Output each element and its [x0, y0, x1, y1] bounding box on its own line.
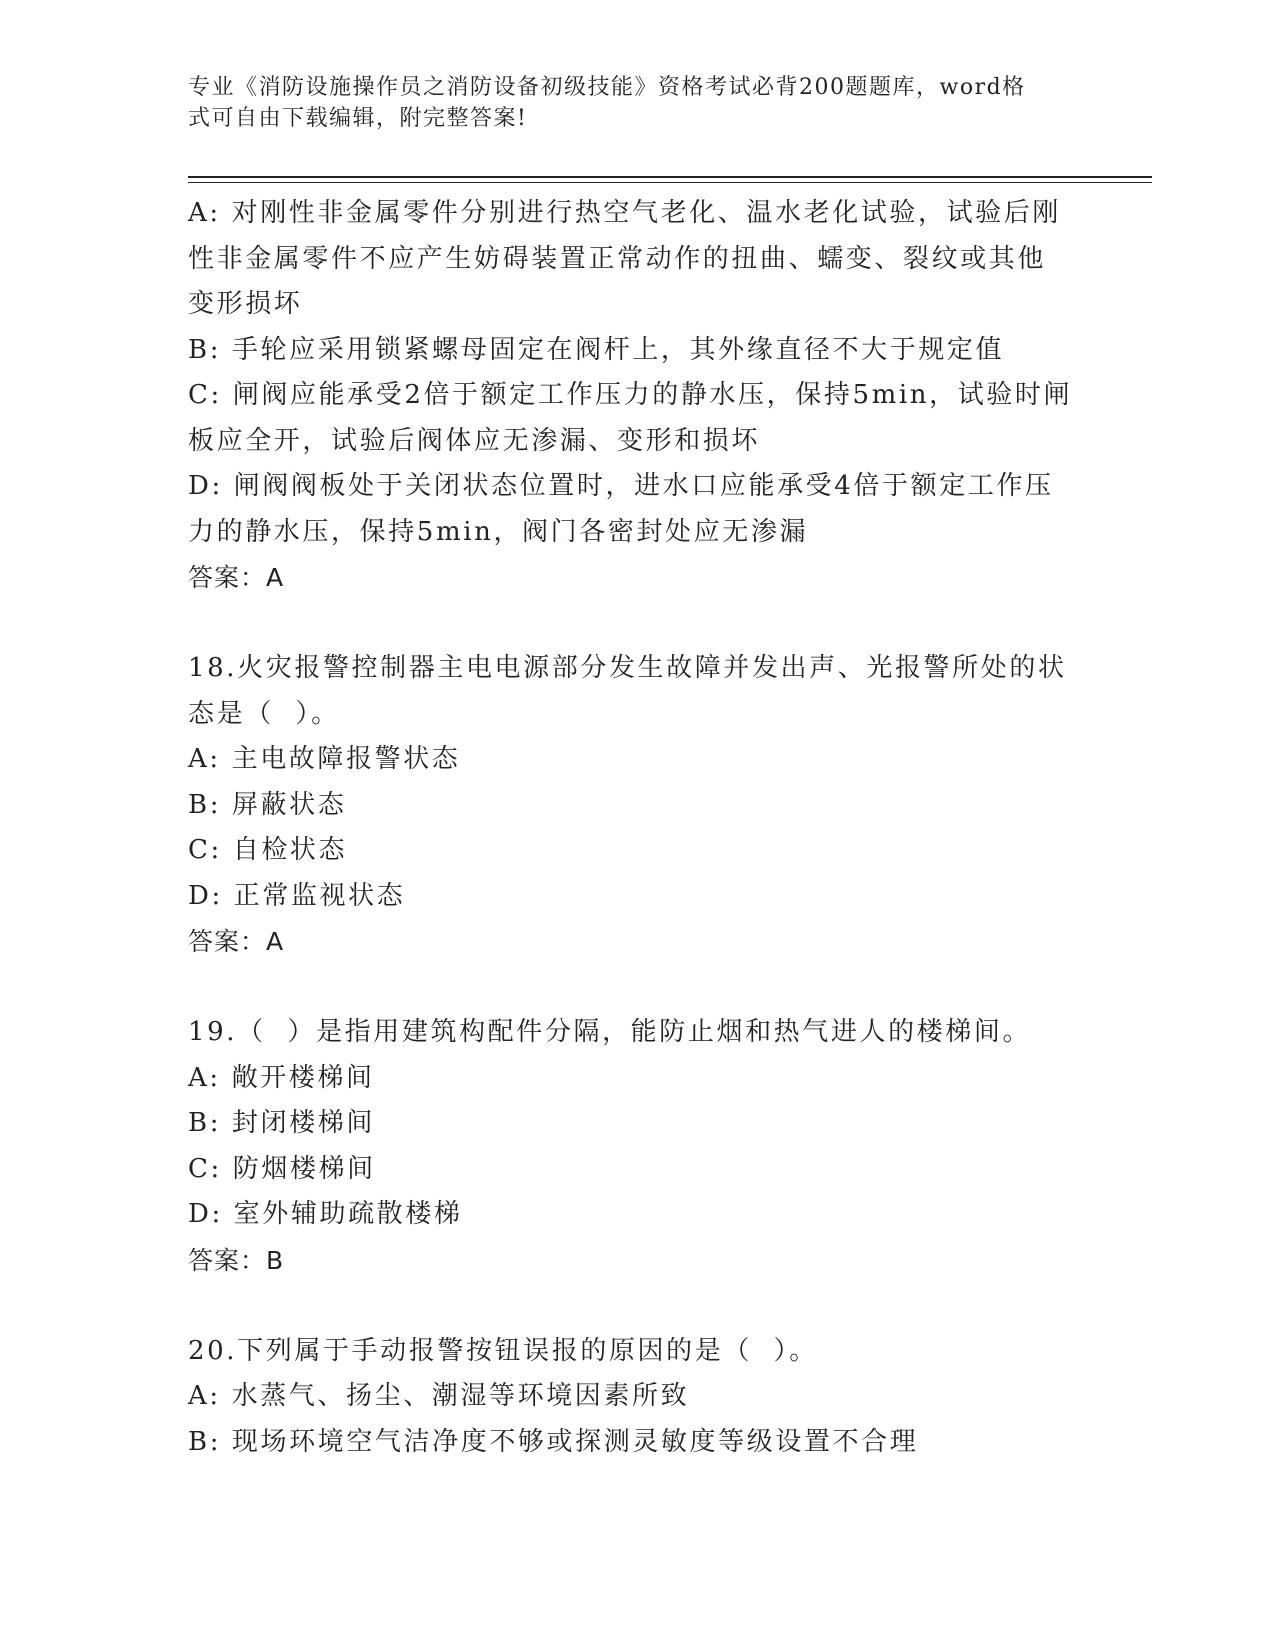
option-c-line-2: 板应全开，试验后阀体应无渗漏、变形和损坏: [188, 425, 761, 456]
spacer: [188, 601, 1088, 647]
question-20: [188, 1329, 1088, 1466]
option-b: B: 手轮应采用锁紧螺母固定在阀杆上，其外缘直径不大于规定值: [188, 334, 1005, 365]
question-text: 20.下列属于手动报警按钮误报的原因的是（ ）。: [188, 1335, 818, 1366]
question-list: [188, 191, 1088, 1465]
option-d-line-2: 力的静水压，保持5min，阀门各密封处应无渗漏: [188, 516, 809, 547]
answer: 答案：B: [188, 1245, 285, 1275]
option-c: C: 防烟楼梯间: [188, 1153, 376, 1184]
option-d: D: 室外辅助疏散楼梯: [188, 1199, 463, 1229]
option-d-line-1: D: 闸阀阀板处于关闭状态位置时，进水口应能承受4倍于额定工作压: [188, 471, 1054, 501]
header-line-1: 专业《消防设施操作员之消防设备初级技能》资格考试必背200题题库，word格: [188, 75, 1026, 100]
option-a-line-2: 性非金属零件不应产生妨碍装置正常动作的扭曲、蠕变、裂纹或其他: [188, 243, 1047, 274]
spacer: [188, 965, 1088, 1011]
answer: 答案：A: [188, 563, 285, 592]
option-d: D: 正常监视状态: [188, 880, 406, 911]
option-a: A: 敞开楼梯间: [188, 1062, 375, 1093]
document-header: [188, 72, 1068, 134]
header-divider-thin: [188, 182, 1152, 183]
option-a: A: 主电故障报警状态: [188, 744, 461, 774]
question-17: [188, 191, 1088, 601]
option-b: B: 现场环境空气洁净度不够或探测灵敏度等级设置不合理: [188, 1426, 919, 1457]
option-c: C: 自检状态: [188, 835, 348, 865]
question-text-line-1: 18.火灾报警控制器主电电源部分发生故障并发出声、光报警所处的状: [188, 653, 1067, 683]
option-a: A: 水蒸气、扬尘、潮湿等环境因素所致: [188, 1381, 690, 1411]
spacer: [188, 1283, 1088, 1329]
header-divider-thick: [188, 176, 1152, 178]
question-19: [188, 1010, 1088, 1283]
option-b: B: 封闭楼梯间: [188, 1108, 375, 1138]
option-b: B: 屏蔽状态: [188, 789, 347, 820]
question-text: 19.（ ）是指用建筑构配件分隔，能防止烟和热气进人的楼梯间。: [188, 1017, 1032, 1047]
question-text-line-2: 态是（ ）。: [188, 698, 340, 729]
option-a-line-3: 变形损坏: [188, 289, 303, 319]
question-18: [188, 646, 1088, 965]
option-c-line-1: C: 闸阀应能承受2倍于额定工作压力的静水压，保持5min，试验时闸: [188, 380, 1073, 410]
answer: 答案：A: [188, 927, 285, 956]
header-line-2: 式可自由下载编辑，附完整答案!: [188, 106, 528, 131]
option-a-line-1: A: 对刚性非金属零件分别进行热空气老化、温水老化试验，试验后刚: [188, 198, 1062, 228]
